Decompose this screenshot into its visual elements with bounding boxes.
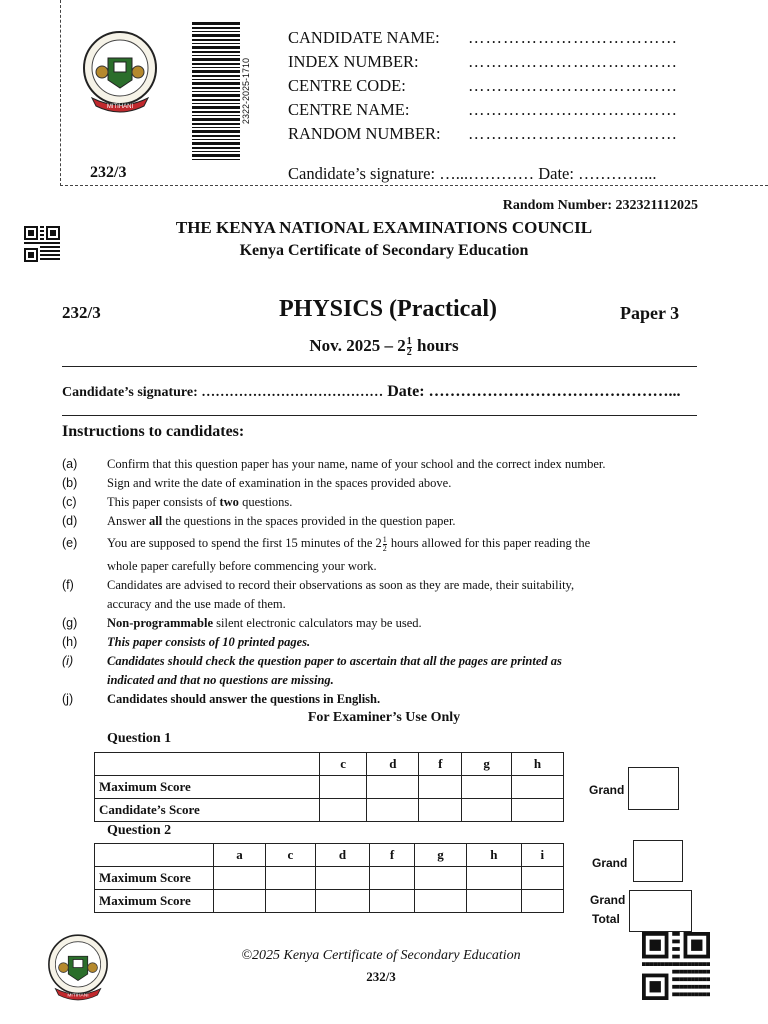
score-cell[interactable] [511, 776, 563, 799]
column-header: d [367, 753, 419, 776]
knec-crest-logo [78, 28, 162, 122]
score-cell[interactable] [419, 776, 462, 799]
score-cell[interactable] [415, 867, 467, 890]
footer-code: 232/3 [366, 969, 396, 984]
score-cell[interactable] [521, 867, 563, 890]
score-cell[interactable] [467, 867, 522, 890]
column-header: c [266, 844, 316, 867]
score-cell[interactable] [367, 776, 419, 799]
instructions-title: Instructions to candidates: [62, 423, 245, 440]
barcode-number: 2322-2025-1710 [241, 58, 251, 125]
candidate-signature-line: Candidate’s signature: ………………………………… Date: ………………………………………... [62, 383, 681, 400]
header-field [288, 124, 678, 144]
score-cell[interactable] [315, 867, 370, 890]
cut-line-vertical [60, 0, 61, 186]
random-number: Random Number: 232321112025 [502, 198, 698, 213]
score-cell[interactable] [370, 890, 415, 913]
column-header: h [511, 753, 563, 776]
header-field [288, 100, 678, 120]
examiner-use-title: For Examiner’s Use Only [307, 710, 461, 725]
grand-total-label: Total [592, 912, 620, 926]
question-2-score-table [94, 843, 564, 913]
header-field [288, 28, 678, 48]
score-cell[interactable] [214, 867, 266, 890]
field-blank[interactable]: ……………………………… [468, 28, 678, 47]
grand-label: Grand [589, 783, 625, 797]
score-cell[interactable] [320, 799, 367, 822]
table-cell [95, 753, 320, 776]
score-cell[interactable] [266, 867, 316, 890]
score-cell[interactable] [266, 890, 316, 913]
column-header: a [214, 844, 266, 867]
paper-code-top: 232/3 [90, 164, 127, 181]
column-header: i [521, 844, 563, 867]
column-header: g [415, 844, 467, 867]
score-cell[interactable] [467, 890, 522, 913]
score-cell[interactable] [214, 890, 266, 913]
grand-total-label: Grand [590, 893, 626, 907]
score-cell[interactable] [511, 799, 563, 822]
question-2-label: Question 2 [107, 823, 172, 838]
council-title: THE KENYA NATIONAL EXAMINATIONS COUNCIL [175, 218, 593, 237]
score-cell[interactable] [462, 776, 512, 799]
paper-number: Paper 3 [620, 303, 680, 323]
field-label: RANDOM NUMBER: [288, 124, 441, 143]
field-blank[interactable]: ……………………………… [468, 52, 678, 71]
row-label: Candidate’s Score [95, 799, 320, 822]
field-label: CANDIDATE NAME: [288, 28, 440, 47]
row-label: Maximum Score [95, 867, 214, 890]
column-header: f [370, 844, 415, 867]
barcode [192, 22, 242, 160]
field-label: INDEX NUMBER: [288, 52, 419, 71]
field-blank[interactable]: ……………………………… [468, 100, 678, 119]
certificate-title: Kenya Certificate of Secondary Education [239, 242, 529, 259]
column-header: f [419, 753, 462, 776]
svg-text:MITIHANI: MITIHANI [67, 993, 89, 999]
field-blank[interactable]: ……………………………… [468, 76, 678, 95]
header-field [288, 52, 678, 72]
score-cell[interactable] [419, 799, 462, 822]
score-cell[interactable] [521, 890, 563, 913]
cut-line-horizontal [60, 185, 768, 186]
score-cell[interactable] [315, 890, 370, 913]
score-cell[interactable] [462, 799, 512, 822]
header-field [288, 76, 678, 96]
field-blank[interactable]: ……………………………… [468, 124, 678, 143]
paper-code: 232/3 [62, 303, 101, 322]
exam-duration: Nov. 2025 – 2 $\frac{1}{2}$ hours [309, 335, 459, 358]
qr-code [642, 932, 710, 1000]
grand-total-box[interactable] [629, 890, 692, 932]
score-cell[interactable] [370, 867, 415, 890]
footer-copyright: ©2025 Kenya Certificate of Secondary Education [241, 948, 521, 963]
column-header: d [315, 844, 370, 867]
column-header: g [462, 753, 512, 776]
svg-text:MITIHANI: MITIHANI [106, 104, 134, 110]
column-header: h [467, 844, 522, 867]
grand-score-box[interactable] [633, 840, 683, 882]
question-1-score-table [94, 752, 564, 822]
score-cell[interactable] [320, 776, 367, 799]
table-cell [95, 844, 214, 867]
field-label: CENTRE CODE: [288, 76, 406, 95]
question-1-label: Question 1 [107, 731, 172, 746]
score-cell[interactable] [367, 799, 419, 822]
grand-score-box[interactable] [628, 767, 679, 810]
subject-title: PHYSICS (Practical) [279, 296, 497, 322]
row-label: Maximum Score [95, 776, 320, 799]
score-cell[interactable] [415, 890, 467, 913]
divider [62, 366, 697, 367]
field-label: CENTRE NAME: [288, 100, 410, 119]
column-header: c [320, 753, 367, 776]
divider [62, 415, 697, 416]
grand-label: Grand [592, 856, 628, 870]
candidate-signature-top: Candidate’s signature: …...………… Date: …………... [288, 164, 657, 183]
row-label: Maximum Score [95, 890, 214, 913]
